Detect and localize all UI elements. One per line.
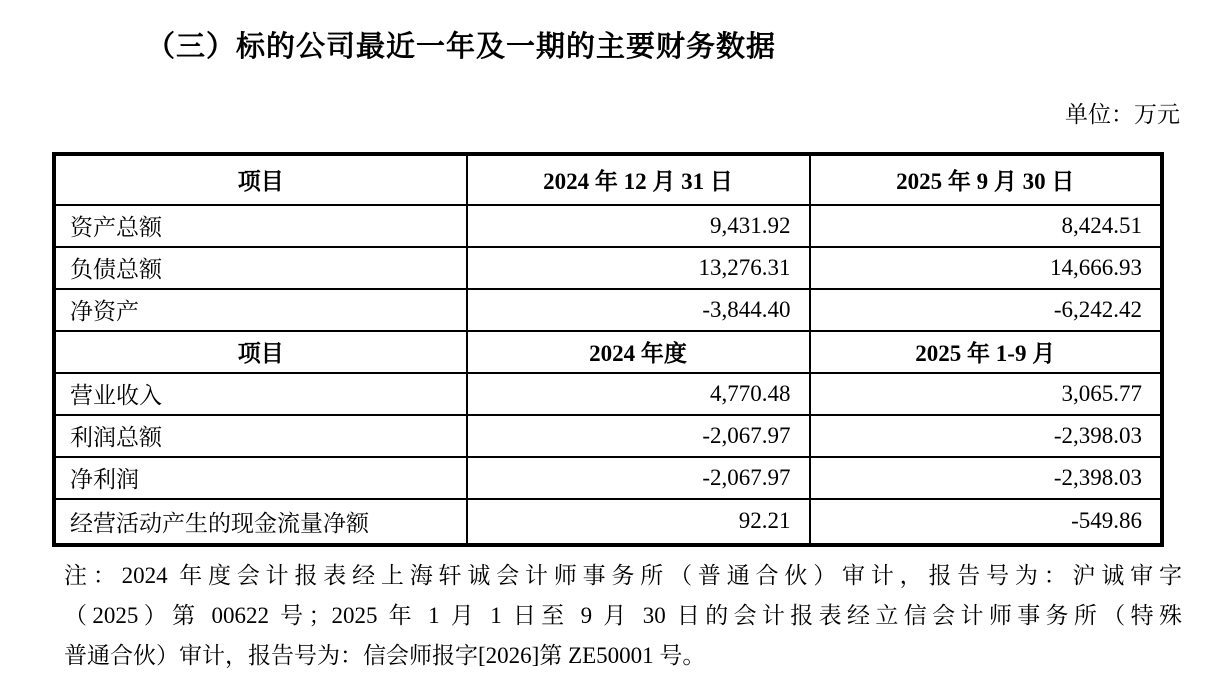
value-cell: 3,065.77 — [810, 373, 1162, 415]
row-label: 利润总额 — [55, 415, 467, 457]
header-row-balance-sheet — [55, 155, 1162, 205]
note-line: （2025）第 00622 号；2025 年 1 月 1 日至 9 月 30 日的会计报表经立信会计师事务所（特殊 — [64, 603, 1182, 628]
audit-note — [64, 556, 1182, 676]
page-title: （三）标的公司最近一年及一期的主要财务数据 — [146, 31, 777, 63]
row-label: 净资产 — [55, 289, 467, 331]
table-row-operating-cash-flow — [55, 499, 1162, 545]
note-line: 注：2024 年度会计报表经上海轩诚会计师事务所（普通合伙）审计，报告号为：沪诚审字 — [64, 563, 1182, 588]
value-cell: -6,242.42 — [810, 289, 1162, 331]
table-row-net-assets — [55, 289, 1162, 331]
row-label: 负债总额 — [55, 247, 467, 289]
table-row-total-liabilities — [55, 247, 1162, 289]
unit-label: 单位：万元 — [1065, 102, 1180, 127]
table-row-total-assets — [55, 205, 1162, 247]
value-cell: 92.21 — [467, 499, 810, 545]
row-label: 资产总额 — [55, 205, 467, 247]
value-cell: -2,398.03 — [810, 457, 1162, 499]
row-label: 经营活动产生的现金流量净额 — [55, 499, 467, 545]
row-label: 净利润 — [55, 457, 467, 499]
value-cell: -549.86 — [810, 499, 1162, 545]
table-row-total-profit — [55, 415, 1162, 457]
value-cell: 9,431.92 — [467, 205, 810, 247]
value-cell: 14,666.93 — [810, 247, 1162, 289]
note-line: 普通合伙）审计，报告号为：信会师报字[2026]第 ZE50001 号。 — [64, 643, 706, 668]
column-header-item: 项目 — [55, 155, 467, 205]
column-header-item: 项目 — [55, 331, 467, 373]
header-row-income-statement — [55, 331, 1162, 373]
table-row-net-profit — [55, 457, 1162, 499]
value-cell: -3,844.40 — [467, 289, 810, 331]
column-header-period-2024: 2024 年度 — [467, 331, 810, 373]
column-header-period-2025: 2025 年 1-9 月 — [810, 331, 1162, 373]
value-cell: 8,424.51 — [810, 205, 1162, 247]
column-header-date-2024: 2024 年 12 月 31 日 — [467, 155, 810, 205]
value-cell: -2,398.03 — [810, 415, 1162, 457]
table-row-operating-revenue — [55, 373, 1162, 415]
financial-data-table — [53, 153, 1163, 546]
value-cell: -2,067.97 — [467, 415, 810, 457]
value-cell: 13,276.31 — [467, 247, 810, 289]
row-label: 营业收入 — [55, 373, 467, 415]
column-header-date-2025: 2025 年 9 月 30 日 — [810, 155, 1162, 205]
value-cell: -2,067.97 — [467, 457, 810, 499]
value-cell: 4,770.48 — [467, 373, 810, 415]
